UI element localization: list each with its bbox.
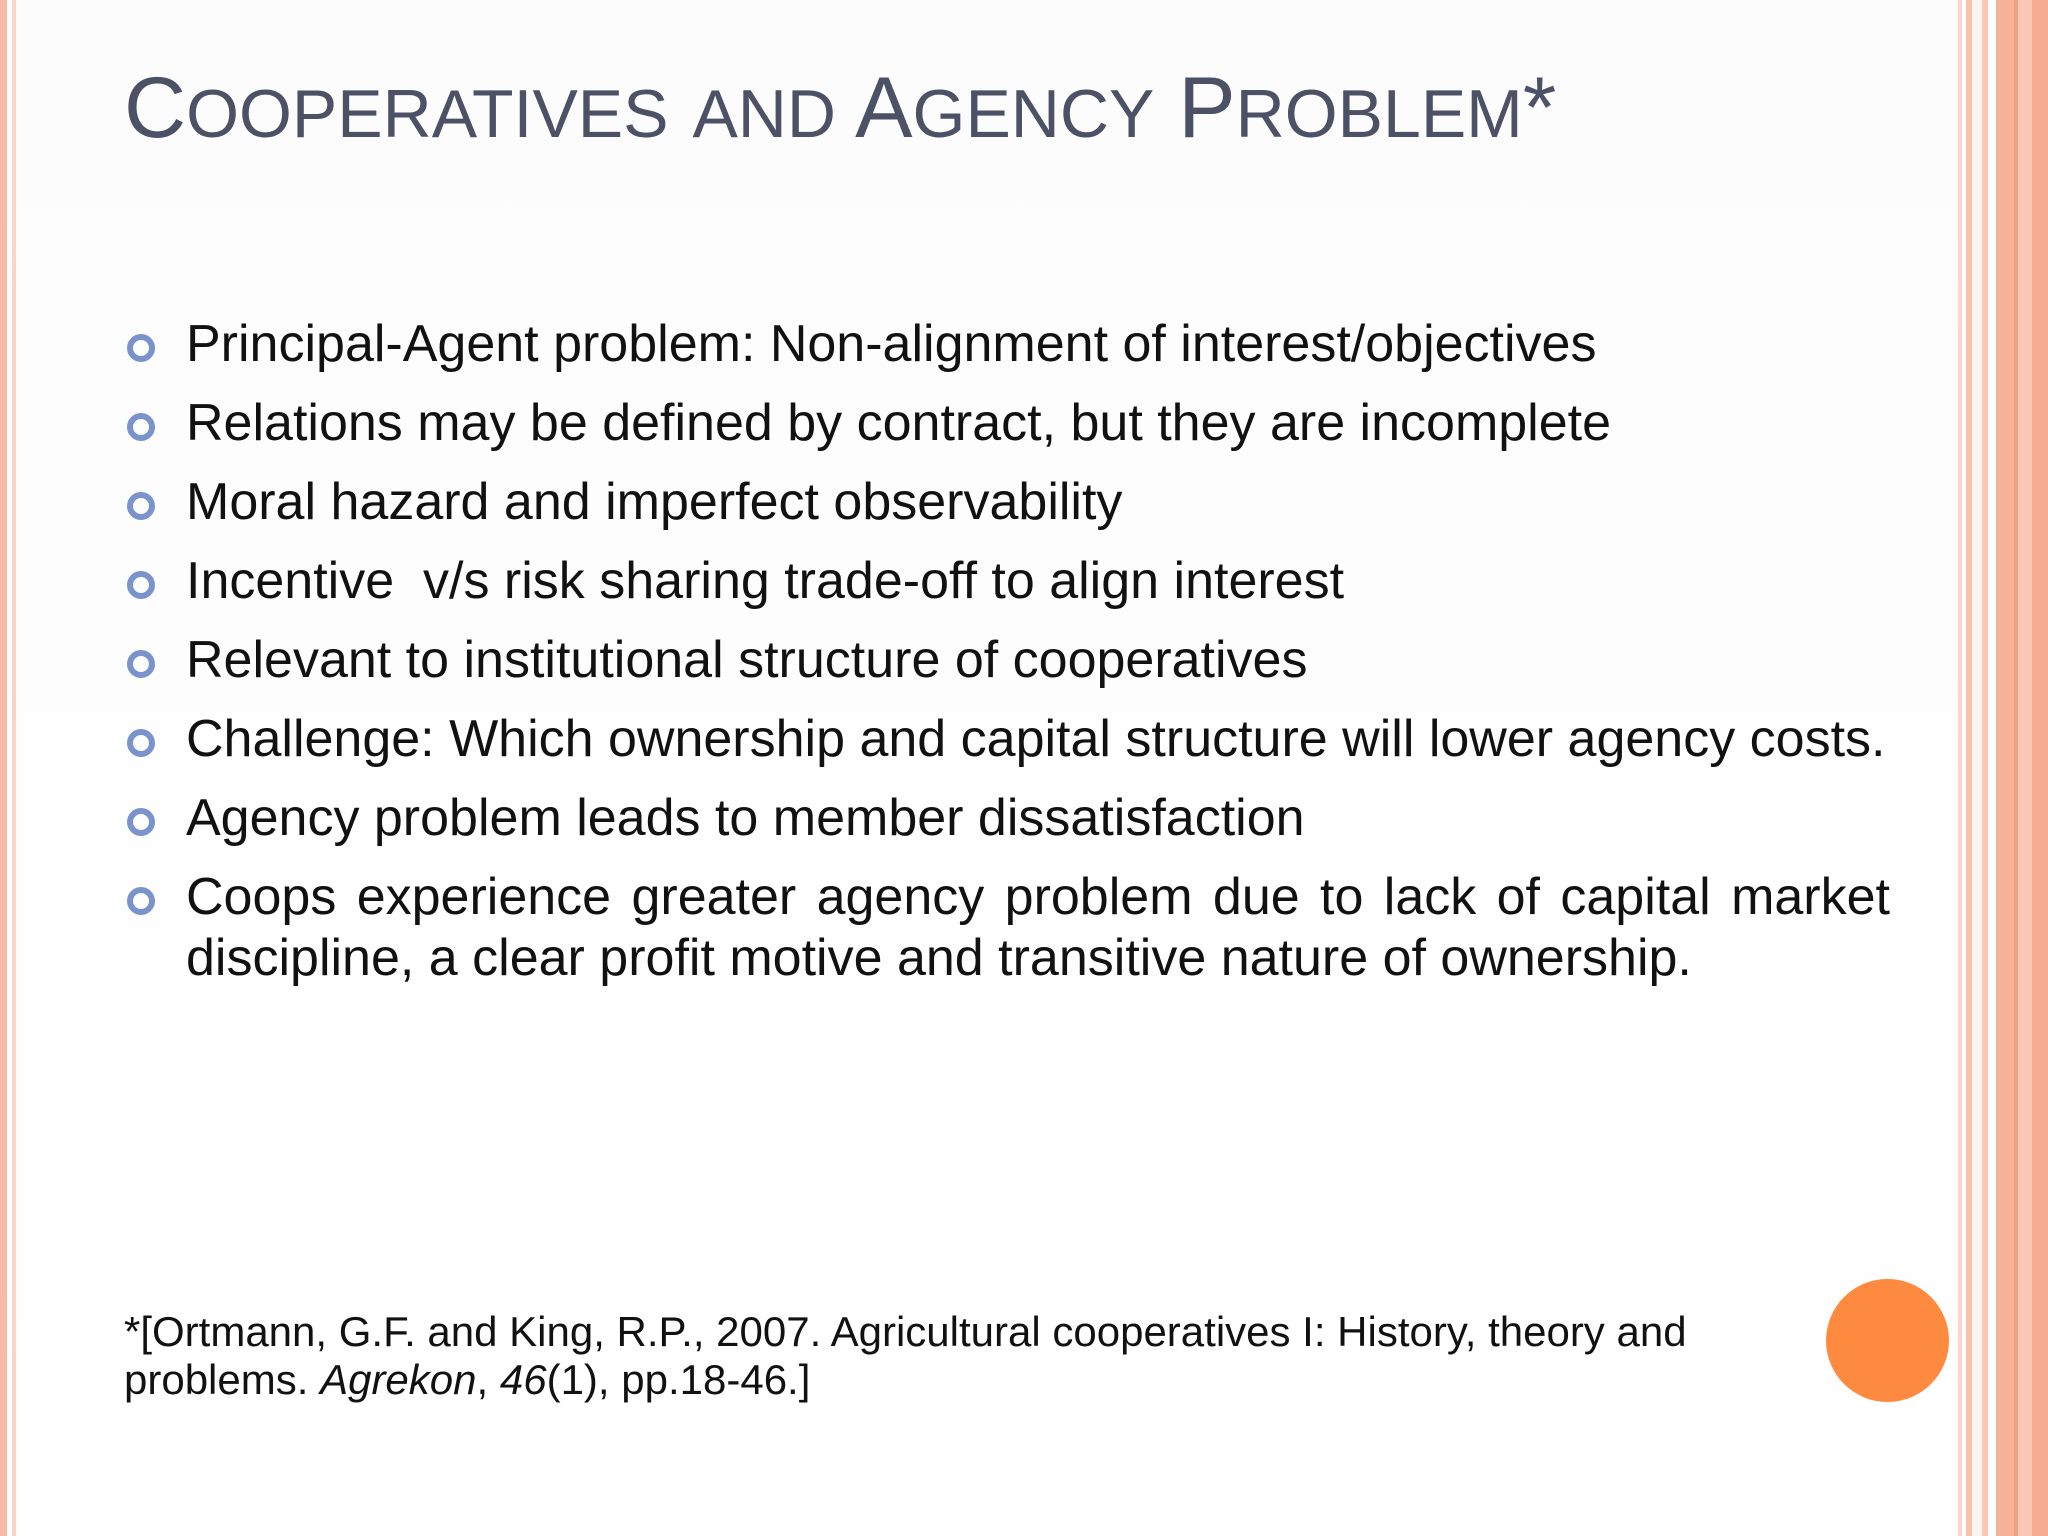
reference-pages: (1), pp.18-46.]	[546, 1356, 811, 1403]
ring-bullet-icon	[127, 492, 155, 520]
reference-citation	[124, 1308, 1834, 1404]
reference-volume: 46	[499, 1356, 547, 1403]
bullet-item	[124, 788, 1890, 849]
ring-bullet-icon	[127, 729, 155, 757]
bullet-item	[124, 551, 1890, 612]
bullet-text: Principal-Agent problem: Non-alignment of interest/objectives	[186, 315, 1597, 373]
bullet-item	[124, 709, 1890, 770]
ring-bullet-icon	[127, 571, 155, 599]
orange-circle-decoration	[1826, 1279, 1949, 1402]
bullet-item	[124, 867, 1890, 989]
ring-bullet-icon	[127, 650, 155, 678]
bullet-item	[124, 630, 1890, 691]
bullet-item	[124, 393, 1890, 454]
bullet-text: Challenge: Which ownership and capital structure will lower agency costs.	[186, 710, 1886, 768]
reference-text: *[Ortmann, G.F. and King, R.P., 2007. Agricultural cooperatives I: History, theory and problems.	[124, 1308, 1687, 1403]
reference-separator: ,	[476, 1356, 500, 1403]
reference-journal: Agrekon	[320, 1356, 477, 1403]
left-border-stripe	[0, 0, 7, 1536]
ring-bullet-icon	[127, 808, 155, 836]
ring-bullet-icon	[127, 887, 155, 915]
bullet-text: Moral hazard and imperfect observability	[186, 473, 1123, 531]
bullet-text: Coops experience greater agency problem due to lack of capital market discipline, a clear profit motive and transitive nature of ownership.	[186, 868, 1890, 987]
bullet-list	[124, 314, 1890, 1007]
bullet-text: Agency problem leads to member dissatisfaction	[186, 789, 1305, 847]
bullet-text: Incentive v/s risk sharing trade-off to align interest	[186, 552, 1345, 610]
bullet-text: Relevant to institutional structure of cooperatives	[186, 631, 1308, 689]
ring-bullet-icon	[127, 413, 155, 441]
ring-bullet-icon	[127, 334, 155, 362]
slide-title: COOPERATIVES AND AGENCY PROBLEM*	[124, 60, 1557, 156]
bullet-item	[124, 472, 1890, 533]
bullet-item	[124, 314, 1890, 375]
bullet-text: Relations may be defined by contract, but they are incomplete	[186, 394, 1612, 452]
right-border-stripes	[1958, 0, 2048, 1536]
left-border-stripe-inner	[12, 0, 16, 1536]
